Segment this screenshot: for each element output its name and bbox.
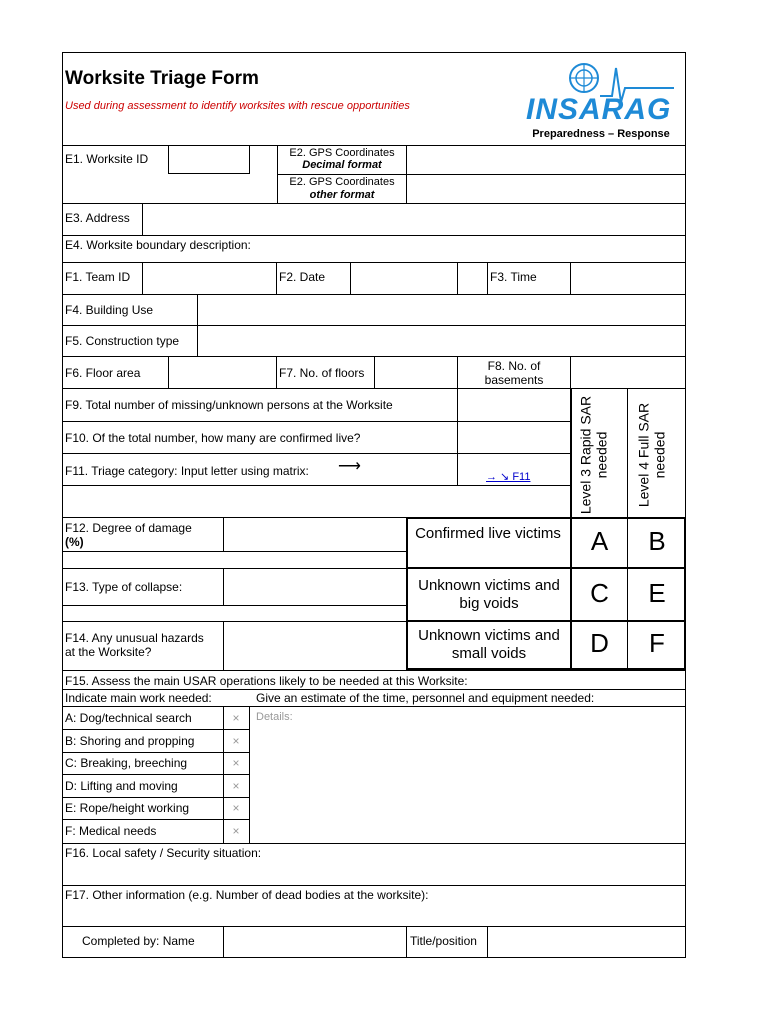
- e1-worksite-id-input[interactable]: [168, 145, 250, 174]
- f6-floor-area-input[interactable]: [169, 357, 276, 387]
- f3-label: F3. Time: [490, 270, 537, 284]
- f11-label: F11. Triage category: Input letter using matrix:: [65, 464, 309, 478]
- f10-label: F10. Of the total number, how many are confirmed live?: [65, 431, 361, 445]
- work-item-d-checkbox[interactable]: ×: [232, 779, 240, 793]
- e3-address-input[interactable]: [143, 204, 685, 234]
- completed-by-name-input[interactable]: [224, 927, 406, 957]
- f5-construction-type-input[interactable]: [198, 326, 685, 356]
- work-item-c-checkbox[interactable]: ×: [232, 756, 240, 770]
- level3-header: Level 3 Rapid SAR needed: [577, 395, 610, 515]
- completed-by-label: Completed by: Name: [82, 934, 195, 948]
- f2-label: F2. Date: [279, 270, 326, 284]
- f13-collapse-type-input[interactable]: [224, 569, 406, 604]
- f8-basements-input[interactable]: [571, 357, 685, 387]
- category-d[interactable]: D: [590, 628, 609, 658]
- f11-arrow-icon: ⟶: [338, 458, 361, 475]
- f15-left-heading: Indicate main work needed:: [65, 691, 212, 705]
- title-position-label: Title/position: [410, 934, 477, 948]
- f12-label-line2: (%): [65, 535, 84, 549]
- work-item-d: D: Lifting and moving: [65, 779, 178, 793]
- f12-label-line1: F12. Degree of damage: [65, 521, 192, 535]
- work-item-e-checkbox[interactable]: ×: [232, 801, 240, 815]
- f17-label: F17. Other information (e.g. Number of dead bodies at the worksite):: [65, 888, 429, 902]
- form-subtitle: Used during assessment to identify worksites with rescue opportunities: [65, 100, 410, 112]
- f9-label: F9. Total number of missing/unknown persons at the Worksite: [65, 398, 393, 412]
- e2a-format: Decimal format: [302, 159, 382, 171]
- insarag-logo: [524, 58, 676, 142]
- title-position-input[interactable]: [488, 927, 685, 957]
- category-f[interactable]: F: [649, 628, 665, 658]
- f7-label: F7. No. of floors: [279, 366, 365, 380]
- f3-time-input[interactable]: [571, 263, 685, 293]
- e2b-gps-other-input[interactable]: [407, 175, 685, 202]
- f1-team-id-input[interactable]: [143, 263, 276, 293]
- f15-right-heading: Give an estimate of the time, personnel and equipment needed:: [256, 691, 595, 705]
- category-b[interactable]: B: [648, 526, 666, 556]
- f17-other-info-input[interactable]: [63, 904, 685, 925]
- matrix-row-confirmed-label: Confirmed live victims: [415, 525, 561, 542]
- category-c[interactable]: C: [590, 578, 609, 608]
- e2a-label: E2. GPS Coordinates: [289, 147, 395, 159]
- e2a-gps-decimal-input[interactable]: [407, 146, 685, 173]
- work-item-c: C: Breaking, breeching: [65, 756, 188, 770]
- f13-label: F13. Type of collapse:: [65, 580, 183, 594]
- f12-damage-input[interactable]: [224, 518, 406, 550]
- f6-label: F6. Floor area: [65, 366, 141, 380]
- f14-hazards-input[interactable]: [224, 622, 406, 669]
- f10-confirmed-live-input[interactable]: [458, 422, 570, 453]
- work-item-a-checkbox[interactable]: ×: [232, 711, 240, 725]
- f16-safety-input[interactable]: [63, 862, 685, 884]
- category-e[interactable]: E: [648, 578, 666, 608]
- f11-matrix-link[interactable]: → ↘ F11: [486, 471, 531, 483]
- e2b-format: other format: [309, 189, 375, 201]
- f11-triage-input[interactable]: [63, 486, 570, 517]
- work-item-f: F: Medical needs: [65, 824, 157, 838]
- e4-label: E4. Worksite boundary description:: [65, 238, 251, 252]
- e2b-label: E2. GPS Coordinates: [289, 176, 395, 188]
- level4-header: Level 4 Full SAR needed: [635, 402, 668, 508]
- f15-label: F15. Assess the main USAR operations likely to be needed at this Worksite:: [65, 674, 468, 688]
- work-item-f-checkbox[interactable]: ×: [232, 824, 240, 838]
- f1-label: F1. Team ID: [65, 270, 131, 284]
- form-title: Worksite Triage Form: [65, 68, 259, 89]
- f14-label-line2: at the Worksite?: [65, 645, 152, 659]
- logo-tagline: Preparedness – Response: [532, 128, 670, 140]
- f7-floors-input[interactable]: [375, 357, 457, 387]
- work-item-a: A: Dog/technical search: [65, 711, 192, 725]
- f2-date-input[interactable]: [351, 263, 486, 293]
- f4-label: F4. Building Use: [65, 303, 154, 317]
- f14-label-line1: F14. Any unusual hazards: [65, 631, 204, 645]
- f16-label: F16. Local safety / Security situation:: [65, 846, 262, 860]
- matrix-row-small-voids-label: Unknown victims and small voids: [418, 627, 560, 662]
- f9-missing-persons-input[interactable]: [458, 389, 570, 421]
- details-input[interactable]: [250, 724, 685, 842]
- f8-label-line1: F8. No. of: [487, 359, 541, 373]
- f4-building-use-input[interactable]: [198, 295, 685, 325]
- logo-name: INSARAG: [526, 93, 672, 126]
- matrix-row-big-voids-label: Unknown victims and big voids: [418, 577, 560, 612]
- work-item-b: B: Shoring and propping: [65, 734, 195, 748]
- e1-label: E1. Worksite ID: [65, 152, 149, 166]
- details-label: Details:: [256, 711, 293, 723]
- f8-label-line2: basements: [484, 373, 544, 387]
- work-item-e: E: Rope/height working: [65, 801, 190, 815]
- category-a[interactable]: A: [590, 526, 609, 556]
- e3-label: E3. Address: [65, 211, 130, 225]
- work-item-b-checkbox[interactable]: ×: [232, 734, 240, 748]
- f5-label: F5. Construction type: [65, 334, 180, 348]
